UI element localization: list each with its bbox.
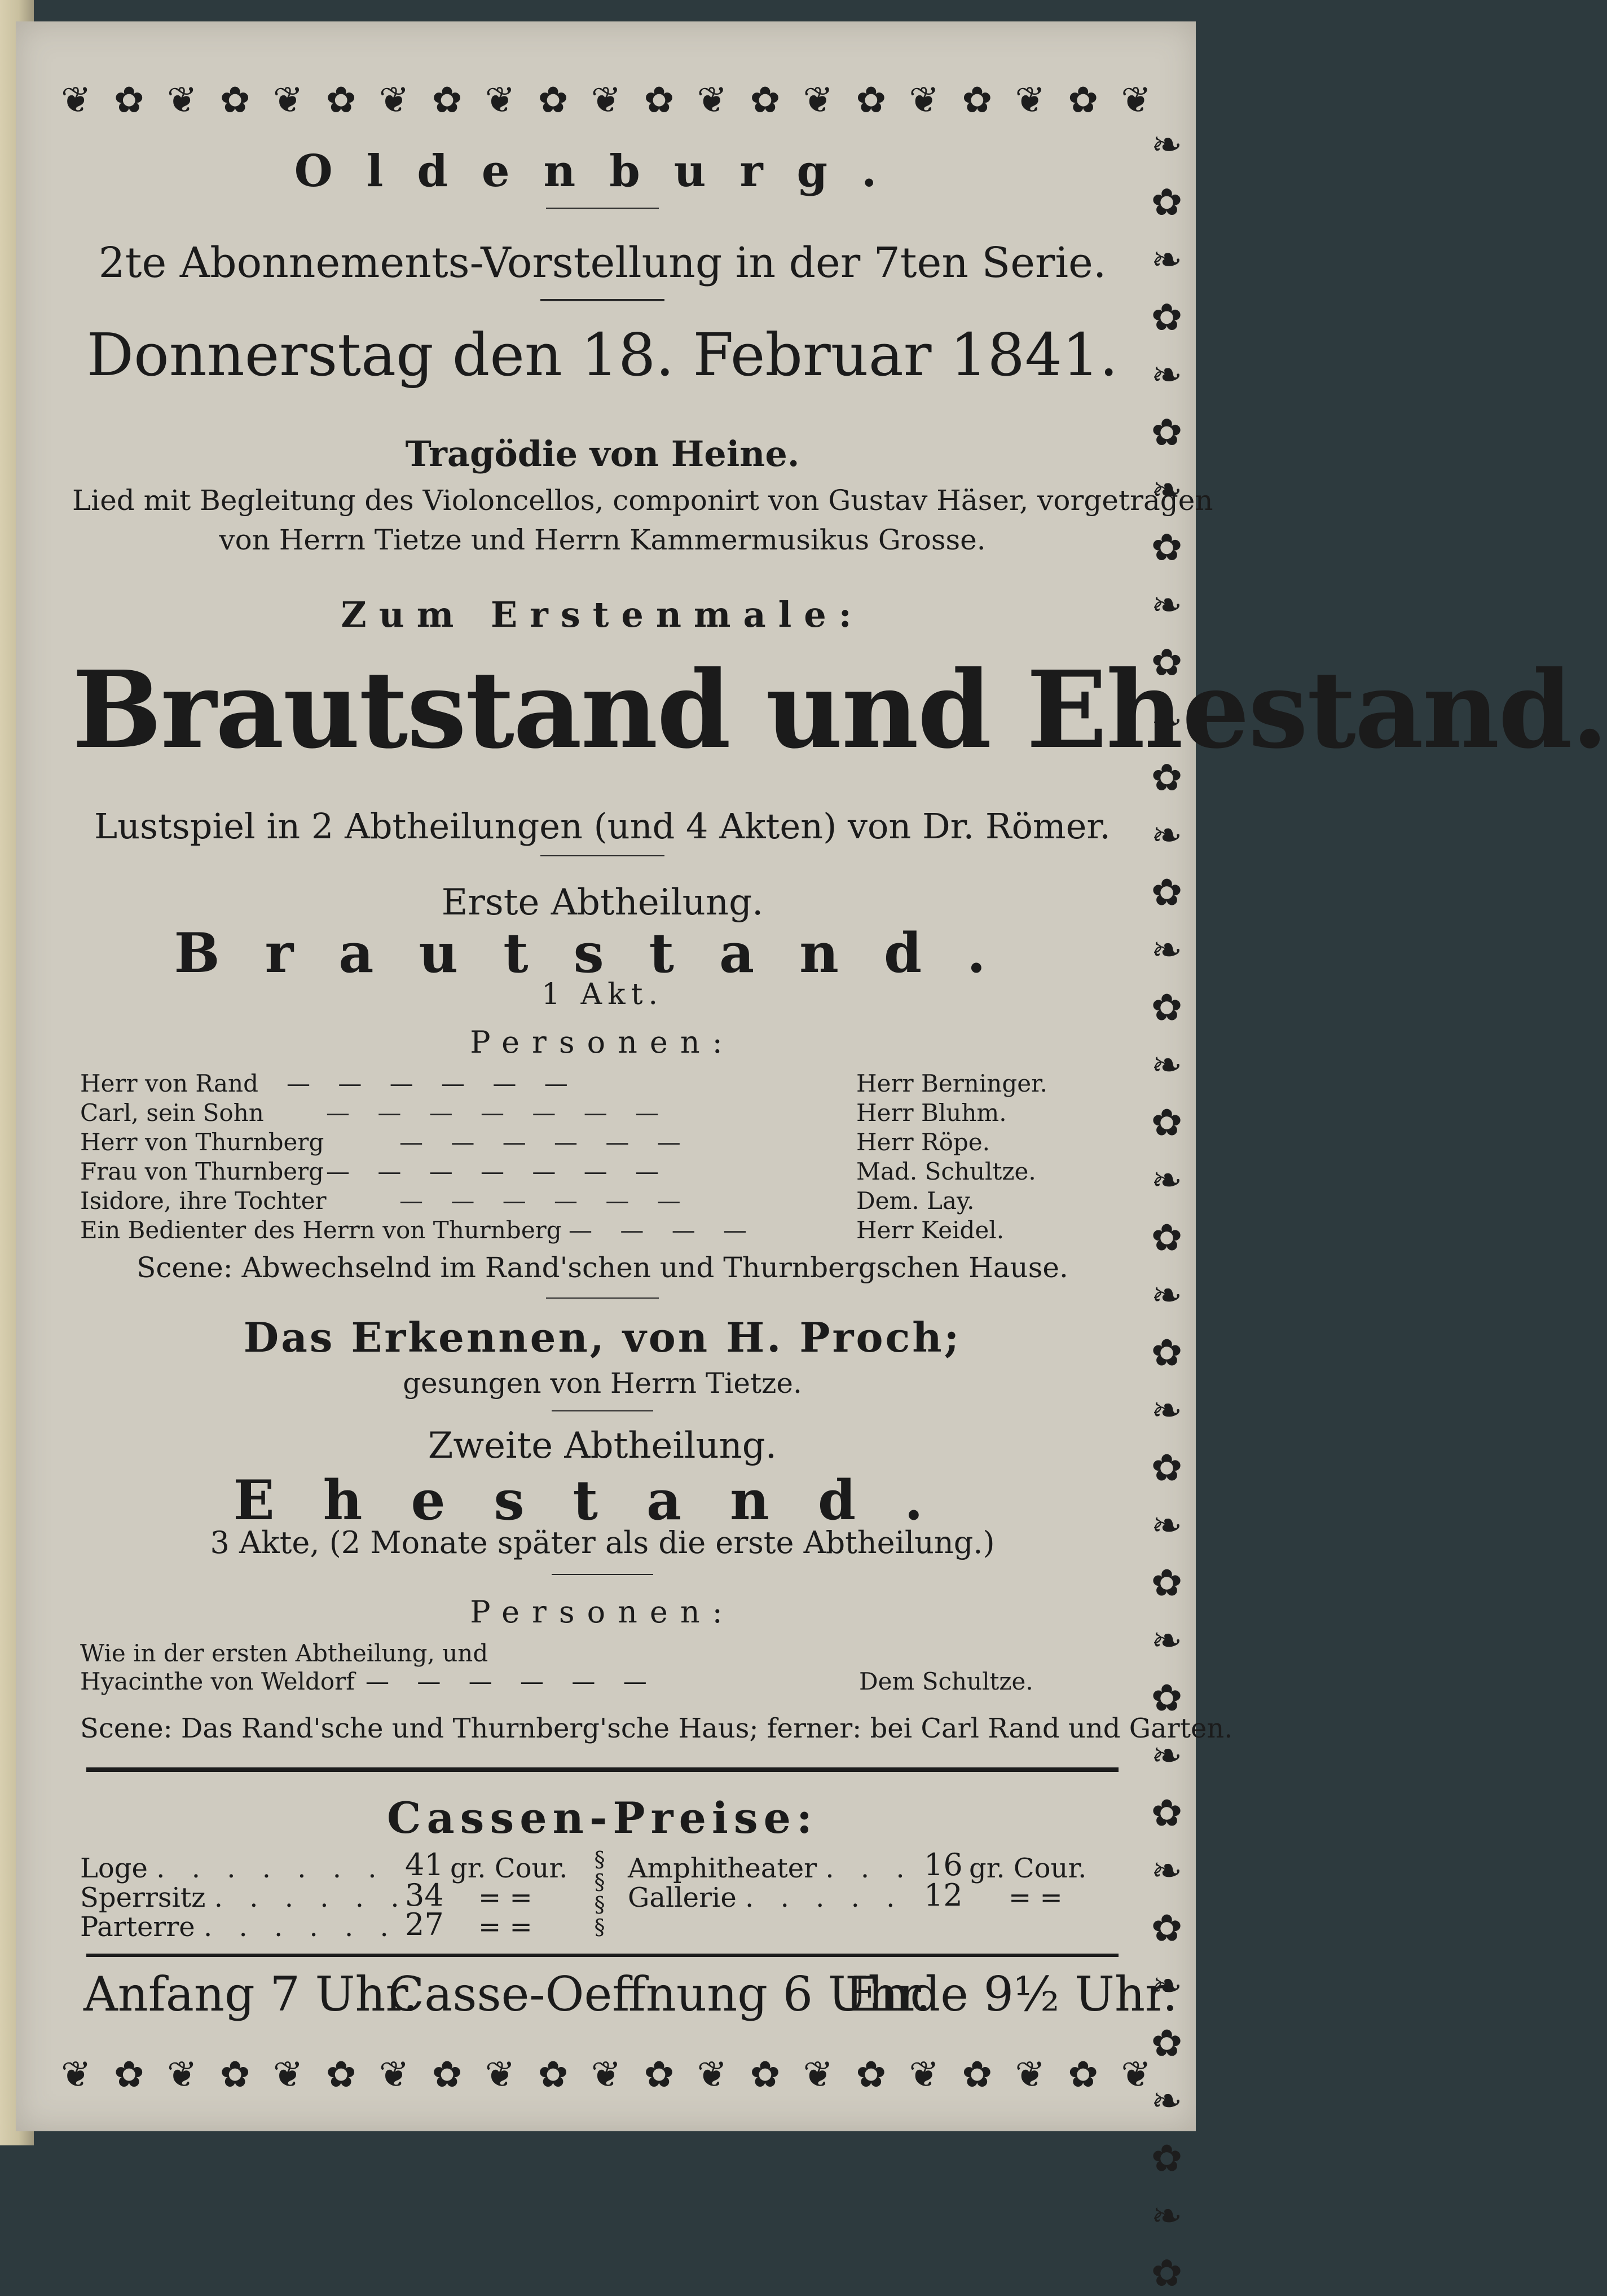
ornament-border-bottom: [61, 2052, 1178, 2097]
playbill-sheet: [16, 21, 1607, 2296]
performance-times: [72, 1967, 1178, 2023]
ornament-border-top: [61, 78, 1178, 123]
first-performance-notice: Zum Erstenmale:: [341, 594, 864, 635]
price-row-loge: [80, 1853, 386, 1884]
price-amount: [924, 1877, 963, 1913]
cast-role: Isidore, ihre Tochter: [80, 1187, 327, 1215]
cast-row: [72, 1158, 1133, 1187]
price-seat: Amphitheater: [628, 1853, 817, 1884]
price-amount-value: 34: [405, 1877, 444, 1913]
price-unit: [969, 1853, 1086, 1884]
cast-actor: Dem. Lay.: [856, 1187, 975, 1215]
rule-above-times: [86, 1954, 1119, 1957]
prelude-description-line2: von Herrn Tietze und Herrn Kammermusikus Grosse.: [219, 524, 986, 556]
part2-acts: 3 Akte, (2 Monate später als die erste Abtheilung.): [210, 1525, 995, 1560]
part2-cast-note: Wie in der ersten Abtheilung, und: [80, 1639, 488, 1667]
price-unit-value: = =: [478, 1911, 532, 1943]
cast-actor: Dem Schultze.: [859, 1668, 1033, 1695]
price-row-sperrsitz: [80, 1882, 408, 1914]
price-seat: Loge: [80, 1853, 148, 1884]
price-dots: . . . . . .: [203, 1911, 398, 1943]
cast-actor: Herr Bluhm.: [856, 1099, 1007, 1127]
part1-title: Brautstand.: [174, 921, 1031, 985]
price-unit-value: = =: [1009, 1882, 1063, 1914]
cast-actor: Mad. Schultze.: [856, 1158, 1036, 1185]
cast-actor: Herr Keidel.: [856, 1216, 1005, 1244]
rule-under-scene: [546, 1297, 659, 1299]
cast-row: [72, 1216, 1133, 1246]
ornament-row-bottom: ❦ ✿ ❦ ✿ ❦ ✿ ❦ ✿ ❦ ✿ ❦ ✿ ❦ ✿ ❦ ✿ ❦ ✿ ❦ ✿ ❦: [61, 2054, 1157, 2096]
subscription-line: 2te Abonnements-Vorstellung in der 7ten Serie.: [98, 239, 1107, 287]
rule-under-interlude: [552, 1410, 653, 1411]
cast-dashes: — — — —: [569, 1216, 758, 1244]
part1-heading: Erste Abtheilung.: [441, 882, 764, 923]
cast-role: Herr von Thurnberg: [80, 1128, 324, 1156]
interlude-performer: gesungen von Herrn Tietze.: [403, 1367, 802, 1400]
cast-dashes: — — — — — —: [399, 1187, 691, 1215]
part1-personen-heading: Personen:: [470, 1024, 735, 1060]
box-office-opening: Casse-Oeffnung 6 Uhr.: [388, 1967, 931, 2022]
price-unit: [478, 1911, 532, 1943]
rule-under-city: [546, 208, 659, 209]
part2-title: Ehestand.: [233, 1468, 972, 1532]
city-heading: Oldenburg.: [294, 146, 911, 197]
part2-personen-heading: Personen:: [470, 1594, 735, 1630]
rule-under-acts: [552, 1574, 653, 1575]
price-seat: Sperrsitz: [80, 1882, 206, 1914]
price-amount-value: 16: [924, 1847, 963, 1882]
price-row-gallerie: [628, 1882, 904, 1914]
cast-row: [72, 1128, 1133, 1158]
cast-dashes: — — — — — —: [287, 1070, 578, 1097]
price-unit-value: gr. Cour.: [450, 1853, 568, 1884]
rule-under-subtitle: [540, 855, 664, 856]
price-dots: . . . . . . .: [156, 1853, 386, 1884]
prelude-title: Tragödie von Heine.: [405, 433, 800, 474]
prelude-description-line1: Lied mit Begleitung des Violoncellos, componirt von Gustav Häser, vorgetragen: [72, 484, 1213, 517]
prices-heading: Cassen-Preise:: [386, 1793, 818, 1843]
cast-role: Carl, sein Sohn: [80, 1099, 264, 1127]
price-amount: [405, 1907, 444, 1942]
performance-date: Donnerstag den 18. Februar 1841.: [86, 320, 1119, 389]
price-separator-ornament: § § § §: [594, 1847, 605, 1939]
cast-row: [72, 1099, 1133, 1128]
price-unit: [478, 1882, 532, 1914]
cast-role: Ein Bedienter des Herrn von Thurnberg: [80, 1216, 562, 1244]
price-unit: [1009, 1882, 1063, 1914]
cast-role: Hyacinthe von Weldorf: [80, 1668, 355, 1695]
rule-above-prices: [86, 1767, 1119, 1772]
price-amount-value: 12: [924, 1877, 963, 1913]
price-unit: [450, 1853, 567, 1884]
price-unit-value: = =: [478, 1882, 532, 1914]
part2-scene: Scene: Das Rand'sche und Thurnberg'sche Haus; ferner: bei Carl Rand und Garten.: [80, 1713, 1233, 1744]
cast-row: [72, 1187, 1133, 1216]
ornament-column-right: ❧ ✿ ❧ ✿ ❧ ✿ ❧ ✿ ❧ ✿ ❧ ✿ ❧ ✿ ❧ ✿ ❧ ✿ ❧ ✿ ❧ ✿ ❧ ✿ ❧ ✿ ❧ ✿ ❧ ✿ ❧ ✿ ❧ ✿ ❧ ✿ ❧ ✿: [1145, 123, 1188, 2296]
price-amount-value: 27: [405, 1907, 444, 1942]
price-dots: . . . . . .: [214, 1882, 408, 1914]
play-subtitle: Lustspiel in 2 Abtheilungen (und 4 Akten) von Dr. Römer.: [94, 806, 1111, 847]
cast-dashes: — — — — — —: [366, 1668, 657, 1695]
price-row-parterre: [80, 1911, 398, 1943]
price-unit-value: gr. Cour.: [969, 1853, 1087, 1884]
price-seat: Parterre: [80, 1911, 195, 1943]
start-time: Anfang 7 Uhr.: [83, 1967, 419, 2022]
cast-actor: Herr Röpe.: [856, 1128, 990, 1156]
part1-acts: 1 Akt.: [541, 978, 664, 1011]
cast-dashes: — — — — — —: [399, 1128, 691, 1156]
part2-heading: Zweite Abtheilung.: [428, 1425, 777, 1467]
cast-actor: Herr Berninger.: [856, 1070, 1047, 1097]
price-seat: Gallerie: [628, 1882, 737, 1914]
cast-role: Frau von Thurnberg: [80, 1158, 324, 1185]
price-dots: . . .: [825, 1853, 914, 1884]
end-time: Ende 9½ Uhr.: [845, 1967, 1178, 2022]
play-title: Brautstand und Ehestand.: [72, 648, 1607, 772]
ornament-border-right: [1138, 123, 1195, 2296]
price-row-amphitheater: [628, 1853, 914, 1884]
price-dots: . . . . .: [745, 1882, 904, 1914]
cast-dashes: — — — — — — —: [326, 1158, 670, 1185]
cast-role: Herr von Rand: [80, 1070, 258, 1097]
rule-under-subscription: [540, 299, 664, 301]
price-amount-value: 41: [405, 1847, 444, 1882]
cast-dashes: — — — — — — —: [326, 1099, 670, 1127]
ornament-row-top: ❦ ✿ ❦ ✿ ❦ ✿ ❦ ✿ ❦ ✿ ❦ ✿ ❦ ✿ ❦ ✿ ❦ ✿ ❦ ✿ ❦: [61, 80, 1157, 121]
cast-row: [72, 1070, 1133, 1099]
interlude-title: Das Erkennen, von H. Proch;: [243, 1313, 962, 1361]
part1-scene: Scene: Abwechselnd im Rand'schen und Thurnbergschen Hause.: [137, 1251, 1068, 1284]
